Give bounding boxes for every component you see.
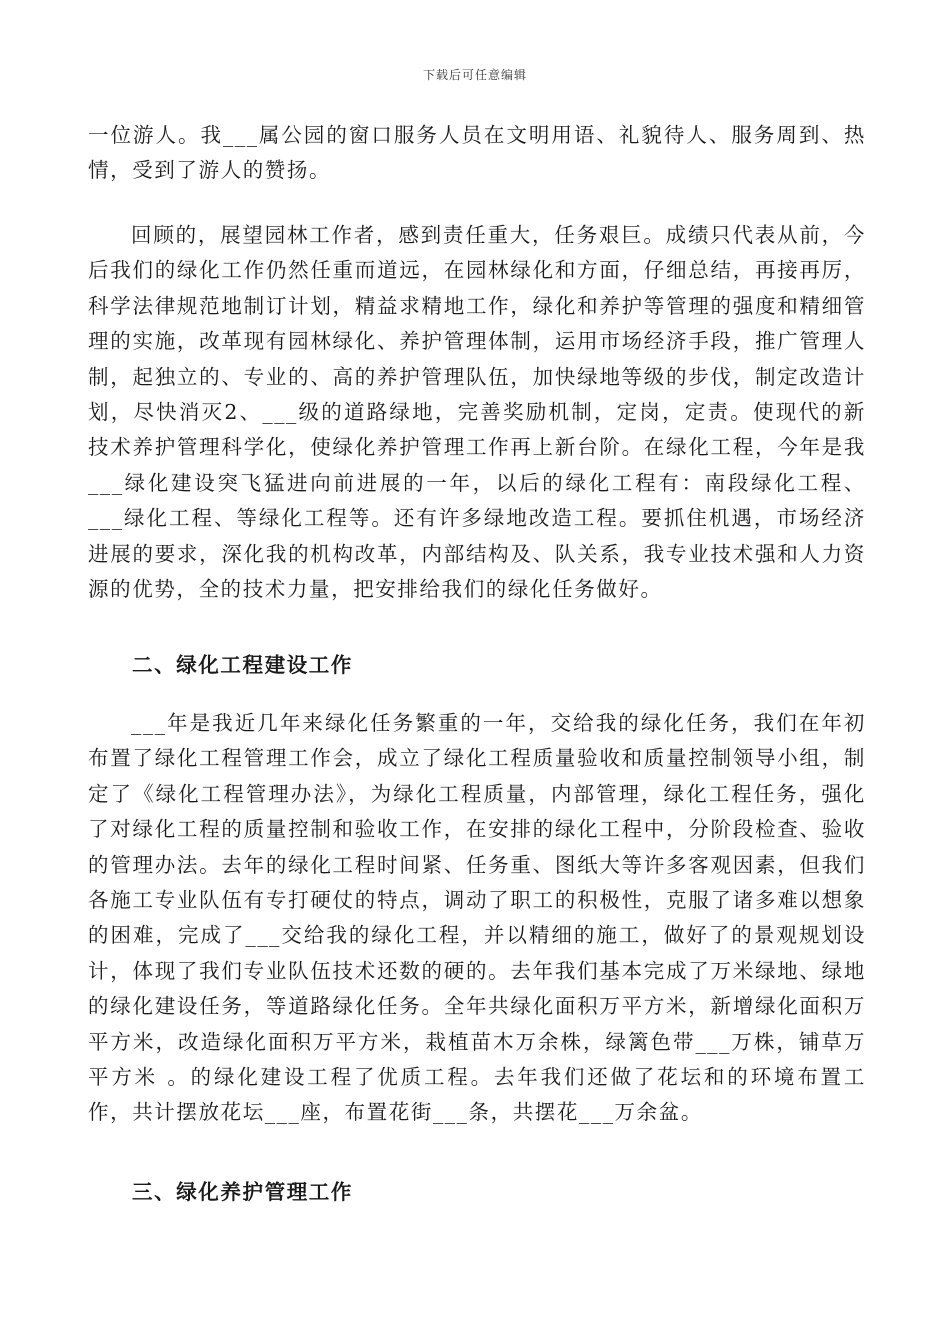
paragraph-text: ___年是我近几年来绿化任务繁重的一年，交给我的绿化任务，我们在年初布置了绿化工程管理工作会，成立了绿化工程质量验收和质量控制领导小组，制定了《绿化工程管理办法》，为绿化工程质量，内部管理，绿化工程任务，强化了对绿化工程的质量控制和验收工作，在安排的绿化工程中，分阶段检查、验收的管理办法。去年的绿化工程时间紧、任务重、图纸大等许多客观因素，但我们各施工专业队伍有专打硬仗的特点，调动了职工的积极性，克服了诸多难以想象的困难，完成了___交给我的绿化工程，并以精细的施工，做好了的景观规划设计，体现了我们专业队伍技术还数的硬的。去年我们基本完成了万米绿地、绿地的绿化建设任务，等道路绿化任务。全年共绿化面积万平方米，新增绿化面积万平方米，改造绿化面积万平方米，栽植苗木万余株，绿篱色带___万株，铺草万平方米 。的绿化建设工程了优质工程。去年我们还做了花坛和的环境布置工作，共计摆放花坛___座，布置花街___条，共摆花___万余盆。 [88, 711, 866, 1125]
paragraph-continuation [88, 118, 866, 189]
paragraph-review [88, 218, 866, 607]
header-note: 下载后可任意编辑 [422, 68, 527, 82]
paragraph-text: 回顾的，展望园林工作者，感到责任重大，任务艰巨。成绩只代表从前，今后我们的绿化工作仍然任重而道远，在园林绿化和方面，仔细总结，再接再厉，科学法律规范地制订计划，精益求精地工作，绿化和养护等管理的强度和精细管理的实施，改革现有园林绿化、养护管理体制，运用市场经济手段，推广管理人制，起独立的、专业的、高的养护管理队伍，加快绿地等级的步伐，制定改造计划，尽快消灭2、___级的道路绿地，完善奖励机制，定岗，定责。使现代的新技术养护管理科学化，使绿化养护管理工作再上新台阶。在绿化工程，今年是我___绿化建设突飞猛进向前进展的一年，以后的绿化工程有：南段绿化工程、___绿化工程、等绿化工程等。还有许多绿地改造工程。要抓住机遇，市场经济进展的要求，深化我的机构改革，内部结构及、队关系，我专业技术强和人力资源的优势，全的技术力量，把安排给我们的绿化任务做好。 [88, 223, 866, 602]
paragraph-construction [88, 706, 866, 1131]
section-heading-construction: 二、绿化工程建设工作 [132, 653, 353, 677]
section-heading-maintenance: 三、绿化养护管理工作 [132, 1180, 353, 1204]
paragraph-text: 一位游人。我___属公园的窗口服务人员在文明用语、礼貌待人、服务周到、热情，受到了游人的赞扬。 [88, 123, 866, 183]
